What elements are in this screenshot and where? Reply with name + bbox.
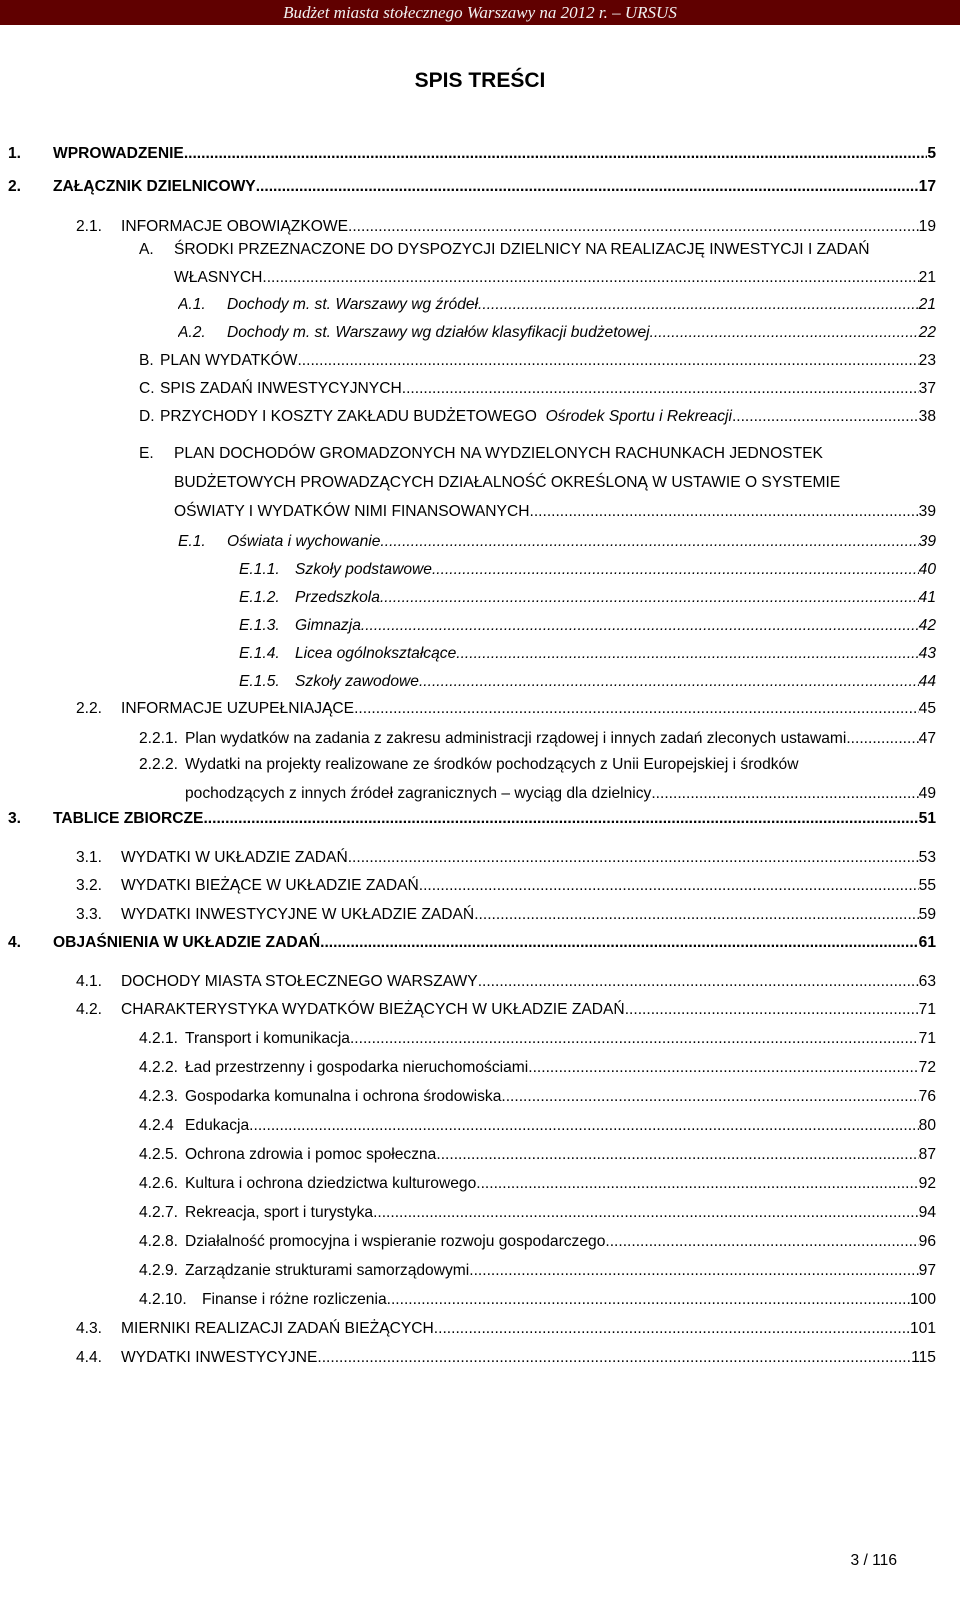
toc-dot-leader [354, 697, 919, 721]
toc-entry-subtitle: Ośrodek Sportu i Rekreacji [545, 408, 732, 425]
toc-entry-number: E.1.2. [239, 589, 280, 606]
toc-entry-title: Działalność promocyjna i wspieranie rozwoju gospodarczego [185, 1233, 606, 1250]
toc-dot-leader [387, 1288, 910, 1312]
toc-entry[interactable] [0, 1056, 960, 1080]
toc-entry[interactable] [0, 1346, 960, 1370]
toc-entry[interactable] [0, 614, 960, 638]
toc-entry-page: 40 [918, 561, 936, 578]
toc-entry-page: 37 [918, 380, 936, 397]
toc-entry-number: 2.2.2. [139, 756, 179, 773]
toc-dot-leader [350, 1027, 919, 1051]
toc-entry-number: 3.2. [76, 877, 103, 894]
toc-entry-title: Rekreacja, sport i turystyka [185, 1204, 374, 1221]
toc-entry[interactable] [0, 586, 960, 610]
toc-entry[interactable] [0, 874, 960, 898]
toc-entry[interactable] [0, 1317, 960, 1341]
toc-entry-title: Gospodarka komunalna i ochrona środowiska [185, 1088, 502, 1105]
toc-entry-page: 45 [918, 700, 936, 717]
toc-entry-title: WYDATKI INWESTYCYJNE [121, 1349, 318, 1366]
toc-entry-title: MIERNIKI REALIZACJI ZADAŃ BIEŻĄCYCH [121, 1320, 434, 1337]
toc-dot-leader [348, 846, 919, 870]
toc-dot-leader [605, 1230, 918, 1254]
toc-entry-number: 2.2. [76, 700, 103, 717]
toc-entry-title: Dochody m. st. Warszawy wg źródeł [227, 296, 479, 313]
toc-entry-page: 38 [918, 408, 936, 425]
toc-dot-leader [469, 1259, 918, 1283]
toc-entry-number: A.1. [178, 296, 206, 313]
toc-entry-title: WYDATKI INWESTYCYJNE W UKŁADZIE ZADAŃ [121, 906, 475, 923]
toc-entry-page: 76 [918, 1088, 936, 1105]
toc-entry-page: 94 [918, 1204, 936, 1221]
toc-dot-leader [402, 377, 919, 401]
toc-entry[interactable] [0, 440, 960, 530]
toc-entry-title: PRZYCHODY I KOSZTY ZAKŁADU BUDŻETOWEGO [160, 408, 537, 425]
toc-entry-title: Kultura i ochrona dziedzictwa kulturowego [185, 1175, 477, 1192]
toc-entry-page: 17 [918, 178, 936, 195]
toc-entry-title: Edukacja [185, 1117, 250, 1134]
toc-entry-page: 100 [909, 1291, 936, 1308]
toc-entry-number: A. [139, 241, 154, 258]
toc-entry-title: Plan wydatków na zadania z zakresu administracji rządowej i innych zadań zleconych ustawami [185, 730, 847, 747]
toc-entry[interactable] [0, 236, 960, 292]
toc-entry-number: 4.2.10. [139, 1291, 187, 1308]
toc-entry-title: DOCHODY MIASTA STOŁECZNEGO WARSZAWY [121, 973, 478, 990]
toc-entry-title-line2: pochodzących z innych źródeł zagranicznych – wyciąg dla dzielnicy [185, 785, 652, 802]
toc-dot-leader [419, 874, 919, 898]
toc-dot-leader [478, 970, 919, 994]
toc-entry-number: 4.4. [76, 1349, 103, 1366]
toc-entry-page: 63 [918, 973, 936, 990]
toc-entry[interactable] [0, 530, 960, 554]
toc-dot-leader [320, 931, 919, 955]
toc-dot-leader [456, 642, 918, 666]
toc-entry-number: 4.3. [76, 1320, 103, 1337]
toc-entry[interactable] [0, 697, 960, 721]
toc-dot-leader [474, 903, 918, 927]
toc-dot-leader [203, 807, 918, 831]
toc-entry[interactable] [0, 1085, 960, 1109]
toc-dot-leader [297, 349, 918, 373]
toc-dot-leader [501, 1085, 918, 1109]
toc-entry-page: 101 [909, 1320, 936, 1337]
toc-dot-leader [262, 264, 918, 292]
toc-entry[interactable] [0, 1230, 960, 1254]
toc-entry[interactable] [0, 1288, 960, 1312]
toc-entry[interactable] [0, 349, 960, 373]
toc-entry-page: 80 [918, 1117, 936, 1134]
toc-entry-number: 4.2.8. [139, 1233, 179, 1250]
toc-dot-leader [434, 1317, 910, 1341]
toc-entry-page: 41 [918, 589, 936, 606]
toc-entry-page: 39 [918, 533, 936, 550]
toc-entry-page: 115 [911, 1349, 936, 1366]
toc-entry-page: 51 [918, 810, 936, 827]
toc-entry-number: E.1. [178, 533, 206, 550]
toc-entry[interactable] [0, 1259, 960, 1283]
toc-dot-leader [419, 670, 919, 694]
toc-entry-title: INFORMACJE UZUPEŁNIAJĄCE [121, 700, 355, 717]
toc-title: SPIS TREŚCI [414, 69, 546, 92]
toc-entry-number: 4.2.1. [139, 1030, 179, 1047]
toc-entry-number: E.1.1. [239, 561, 280, 578]
toc-entry-page: 23 [918, 352, 936, 369]
toc-entry[interactable] [0, 807, 960, 831]
toc-entry-number: E.1.4. [239, 645, 280, 662]
toc-entry[interactable] [0, 1114, 960, 1138]
toc-entry-page: 59 [918, 906, 936, 923]
toc-entry-title-line1: ŚRODKI PRZEZNACZONE DO DYSPOZYCJI DZIELNICY NA REALIZACJĘ INWESTYCJI I ZADAŃ [174, 241, 870, 258]
toc-entry-number: 1. [8, 145, 22, 162]
toc-entry[interactable] [0, 1027, 960, 1051]
toc-entry-page: 5 [927, 145, 936, 162]
toc-entry-title: Szkoły podstawowe [295, 561, 432, 578]
toc-entry-title: SPIS ZADAŃ INWESTYCYJNYCH [160, 380, 402, 397]
toc-entry[interactable] [0, 642, 960, 666]
toc-entry-page: 47 [918, 730, 936, 747]
toc-dot-leader [256, 175, 919, 199]
toc-entry-number: E. [139, 445, 154, 462]
toc-entry-number: 3.3. [76, 906, 103, 923]
toc-entry[interactable] [0, 727, 960, 751]
toc-entry-title: WPROWADZENIE [53, 145, 184, 162]
toc-entry-title: WYDATKI BIEŻĄCE W UKŁADZIE ZADAŃ [121, 877, 419, 894]
toc-entry-number: 4.2.6. [139, 1175, 179, 1192]
toc-entry-number: B. [139, 352, 154, 369]
toc-entry-title: ZAŁĄCZNIK DZIELNICOWY [53, 178, 256, 195]
toc-entry[interactable] [0, 1172, 960, 1196]
toc-entry-title: PLAN WYDATKÓW [160, 352, 298, 369]
toc-entry-title: INFORMACJE OBOWIĄZKOWE [121, 218, 348, 235]
toc-entry-number: 4. [8, 934, 22, 951]
toc-dot-leader [651, 780, 918, 808]
toc-entry-number: 3.1. [76, 849, 103, 866]
toc-entry[interactable] [0, 558, 960, 582]
toc-entry-title-line1: PLAN DOCHODÓW GROMADZONYCH NA WYDZIELONYCH RACHUNKACH JEDNOSTEK [174, 445, 823, 462]
toc-entry-number: E.1.5. [239, 673, 280, 690]
toc-dot-leader [478, 293, 919, 317]
toc-entry-title-line2: WŁASNYCH [174, 269, 263, 286]
toc-entry-page: 87 [918, 1146, 936, 1163]
toc-dot-leader [625, 998, 919, 1022]
toc-entry-number: 4.2.2. [139, 1059, 179, 1076]
toc-entry-title: OBJAŚNIENIA W UKŁADZIE ZADAŃ [53, 934, 321, 951]
toc-entry-number: 2.2.1. [139, 730, 179, 747]
toc-entry-title-line1: Wydatki na projekty realizowane ze środków pochodzących z Unii Europejskiej i środków [185, 756, 799, 773]
toc-dot-leader [846, 727, 918, 751]
toc-entry-number: A.2. [178, 324, 206, 341]
toc-entry-number: 2. [8, 178, 22, 195]
toc-entry-title: Przedszkola [295, 589, 380, 606]
toc-entry-title: Ochrona zdrowia i pomoc społeczna [185, 1146, 437, 1163]
toc-entry-title: Dochody m. st. Warszawy wg działów klasyfikacji budżetowej [227, 324, 650, 341]
toc-entry[interactable] [0, 377, 960, 401]
toc-entry[interactable] [0, 405, 960, 429]
toc-entry-title: Licea ogólnokształcące [295, 645, 457, 662]
toc-entry-page: 39 [918, 503, 936, 520]
toc-entry-number: C. [139, 380, 155, 397]
toc-entry-page: 55 [918, 877, 936, 894]
toc-entry-page: 96 [918, 1233, 936, 1250]
toc-entry[interactable] [0, 931, 960, 955]
toc-dot-leader [373, 1201, 919, 1225]
toc-entry-title: WYDATKI W UKŁADZIE ZADAŃ [121, 849, 348, 866]
toc-entry-number: 4.2.3. [139, 1088, 179, 1105]
toc-entry[interactable] [0, 998, 960, 1022]
toc-entry-title: TABLICE ZBIORCZE [53, 810, 204, 827]
toc-entry-title: Finanse i różne rozliczenia [202, 1291, 387, 1308]
toc-entry[interactable] [0, 846, 960, 870]
toc-entry-title: Oświata i wychowanie [227, 533, 381, 550]
toc-entry-number: 4.2.7. [139, 1204, 179, 1221]
toc-entry[interactable] [0, 321, 960, 345]
toc-entry[interactable] [0, 293, 960, 317]
toc-entry-number: D. [139, 408, 155, 425]
toc-entry-page: 71 [918, 1001, 936, 1018]
toc-dot-leader [249, 1114, 918, 1138]
toc-dot-leader [432, 558, 919, 582]
toc-entry[interactable] [0, 670, 960, 694]
toc-entry-page: 53 [918, 849, 936, 866]
toc-dot-leader [436, 1143, 918, 1167]
toc-entry[interactable] [0, 1201, 960, 1225]
toc-entry-number: 4.2. [76, 1001, 103, 1018]
toc-entry-page: 72 [918, 1059, 936, 1076]
toc-entry[interactable] [0, 175, 960, 199]
toc-entry-page: 19 [918, 218, 936, 235]
toc-dot-leader [650, 321, 919, 345]
toc-dot-leader [528, 1056, 918, 1080]
toc-dot-leader [732, 405, 919, 429]
toc-entry-title: Transport i komunikacja [185, 1030, 350, 1047]
toc-dot-leader [361, 614, 919, 638]
toc-entry[interactable] [0, 751, 960, 809]
toc-entry[interactable] [0, 1143, 960, 1167]
toc-entry-page: 92 [918, 1175, 936, 1192]
toc-entry-page: 43 [918, 645, 936, 662]
toc-entry-title-line3: OŚWIATY I WYDATKÓW NIMI FINANSOWANYCH [174, 503, 530, 520]
toc-dot-leader [380, 586, 919, 610]
toc-entry-page: 22 [918, 324, 936, 341]
toc-entry[interactable] [0, 903, 960, 927]
toc-entry-number: E.1.3. [239, 617, 280, 634]
toc-entry-number: 3. [8, 810, 22, 827]
toc-entry-title: Szkoły zawodowe [295, 673, 419, 690]
toc-entry-title: Gimnazja [295, 617, 361, 634]
toc-entry-page: 21 [918, 296, 936, 313]
document-header: Budżet miasta stołecznego Warszawy na 2012 r. – URSUS [0, 0, 960, 25]
toc-entry-number: 2.1. [76, 218, 103, 235]
toc-entry[interactable] [0, 142, 960, 166]
toc-entry[interactable] [0, 970, 960, 994]
toc-entry-title: Zarządzanie strukturami samorządowymi [185, 1262, 470, 1279]
toc-entry-page: 44 [918, 673, 936, 690]
toc-dot-leader [476, 1172, 918, 1196]
toc-entry-title-line2: BUDŻETOWYCH PROWADZĄCYCH DZIAŁALNOŚĆ OKREŚLONĄ W USTAWIE O SYSTEMIE [174, 474, 841, 491]
toc-entry-page: 97 [918, 1262, 936, 1279]
page-number: 3 / 116 [850, 1552, 897, 1569]
toc-dot-leader [317, 1346, 911, 1370]
toc-dot-leader [380, 530, 918, 554]
toc-entry-page: 42 [918, 617, 936, 634]
toc-entry-number: 4.1. [76, 973, 103, 990]
toc-dot-leader [529, 498, 918, 526]
toc-entry-page: 61 [918, 934, 936, 951]
toc-entry-page: 49 [918, 785, 936, 802]
toc-dot-leader [184, 142, 928, 166]
toc-entry-number: 4.2.9. [139, 1262, 179, 1279]
toc-entry-number: 4.2.4 [139, 1117, 174, 1134]
toc-entry-number: 4.2.5. [139, 1146, 179, 1163]
toc-entry-title: CHARAKTERYSTYKA WYDATKÓW BIEŻĄCYCH W UKŁADZIE ZADAŃ [121, 1001, 625, 1018]
toc-entry-page: 21 [918, 269, 936, 286]
toc-entry-title: Ład przestrzenny i gospodarka nieruchomościami [185, 1059, 529, 1076]
toc-entry-page: 71 [918, 1030, 936, 1047]
